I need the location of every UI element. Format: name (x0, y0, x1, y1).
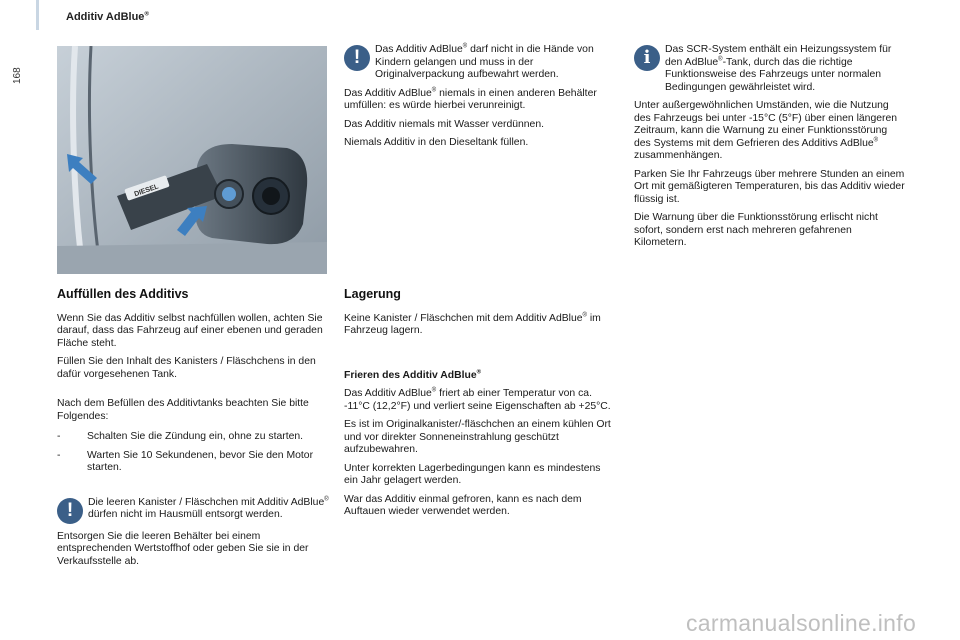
section-heading-refill: Auffüllen des Additivs (57, 287, 189, 301)
paragraph: Entsorgen Sie die leeren Behälter bei einem entsprechenden Wertstoffhof oder geben Sie sie in der Verkaufsstelle ab. (57, 530, 309, 567)
paragraph: Das Additiv niemals mit Wasser verdünnen. (344, 118, 545, 130)
paragraph: Unter korrekten Lagerbedingungen kann es mindestens ein Jahr gelagert werden. (344, 462, 601, 486)
paragraph: Das Additiv AdBlue® niemals in einen anderen Behälter umfüllen: es würde hierbei verunreinigt. (344, 87, 597, 111)
section-heading-storage: Lagerung (344, 287, 401, 301)
subheading-freezing: Frieren des Additiv AdBlue® (344, 369, 482, 381)
info-note-scr: i Das SCR-System enthält ein Heizungssystem für den AdBlue®-Tank, durch das die richtige Funktionsweise des Fahrzeugs unter normalen Bedingungen gewährleistet wird. (634, 44, 906, 94)
page-header: Additiv AdBlue® (66, 11, 149, 23)
warning-note-children: ! Das Additiv AdBlue® darf nicht in die Hände von Kindern gelangen und muss in der Originalverpackung aufbewahrt werden. (344, 44, 612, 82)
watermark: carmanualsonline.info (686, 610, 917, 636)
column-storage-lower (344, 288, 612, 525)
paragraph: Das Additiv AdBlue® friert ab einer Temperatur von ca. -11°C (12,2°F) und verliert seine Eigenschaften ab +25°C. (344, 387, 611, 412)
paragraph: Keine Kanister / Fläschchen mit dem Additiv AdBlue® im Fahrzeug lagern. (344, 312, 601, 336)
info-icon: i (634, 45, 660, 71)
paragraph: Es ist im Originalkanister/-fläschchen an einem kühlen Ort und vor direkter Sonneneinstrahlung geschützt aufzubewahren. (344, 419, 611, 455)
paragraph: Wenn Sie das Additiv selbst nachfüllen wollen, achten Sie darauf, dass das Fahrzeug auf einer ebenen und geraden Fläche steht. (57, 312, 323, 349)
warning-icon: ! (344, 45, 370, 71)
adblue-filler-photo (57, 46, 327, 274)
paragraph: Die Warnung über die Funktionsstörung erlischt nicht sofort, sondern erst nach mehreren gefahrenen Kilometern. (634, 212, 878, 248)
warning-icon: ! (57, 498, 83, 524)
paragraph: Unter außergewöhnlichen Umständen, wie die Nutzung des Fahrzeugs bei unter -15°C (5°F) über einen längeren Zeitraum, kann die Warnung zu einer Funktionsstörung des Systems mit dem Gefrieren des Additivs AdBlue® zusammenhängen. (634, 100, 898, 161)
filler-illustration (57, 46, 327, 274)
adblue-cap (222, 187, 236, 201)
paragraph: Nach dem Befüllen des Additivtanks beachten Sie bitte Folgendes: (57, 398, 309, 422)
column-heating (634, 44, 906, 256)
column-refill (57, 288, 329, 574)
warning-note-disposal: ! Die leeren Kanister / Fläschchen mit Additiv AdBlue® dürfen nicht im Hausmüll entsorgt werden. (57, 497, 329, 523)
diesel-label: DIESEL (133, 183, 160, 199)
paragraph: Füllen Sie den Inhalt des Kanisters / Fläschchens in den dafür vorgesehenen Tank. (57, 356, 316, 380)
list-item: - Warten Sie 10 Sekundenen, bevor Sie den Motor starten. (57, 449, 314, 473)
paragraph: Niemals Additiv in den Dieseltank füllen. (344, 137, 529, 148)
side-rule (36, 0, 39, 30)
paragraph: War das Additiv einmal gefroren, kann es nach dem Auftauen wieder verwendet werden. (344, 493, 582, 517)
paragraph: Parken Sie Ihr Fahrzeugs über mehrere Stunden an einem Ort mit gemäßigteren Temperaturen, bis das Additiv wieder flüssig ist. (634, 168, 905, 205)
list-item: - Schalten Sie die Zündung ein, ohne zu starten. (57, 431, 304, 442)
column-storage (344, 44, 612, 156)
page-number: 168 (12, 67, 23, 84)
